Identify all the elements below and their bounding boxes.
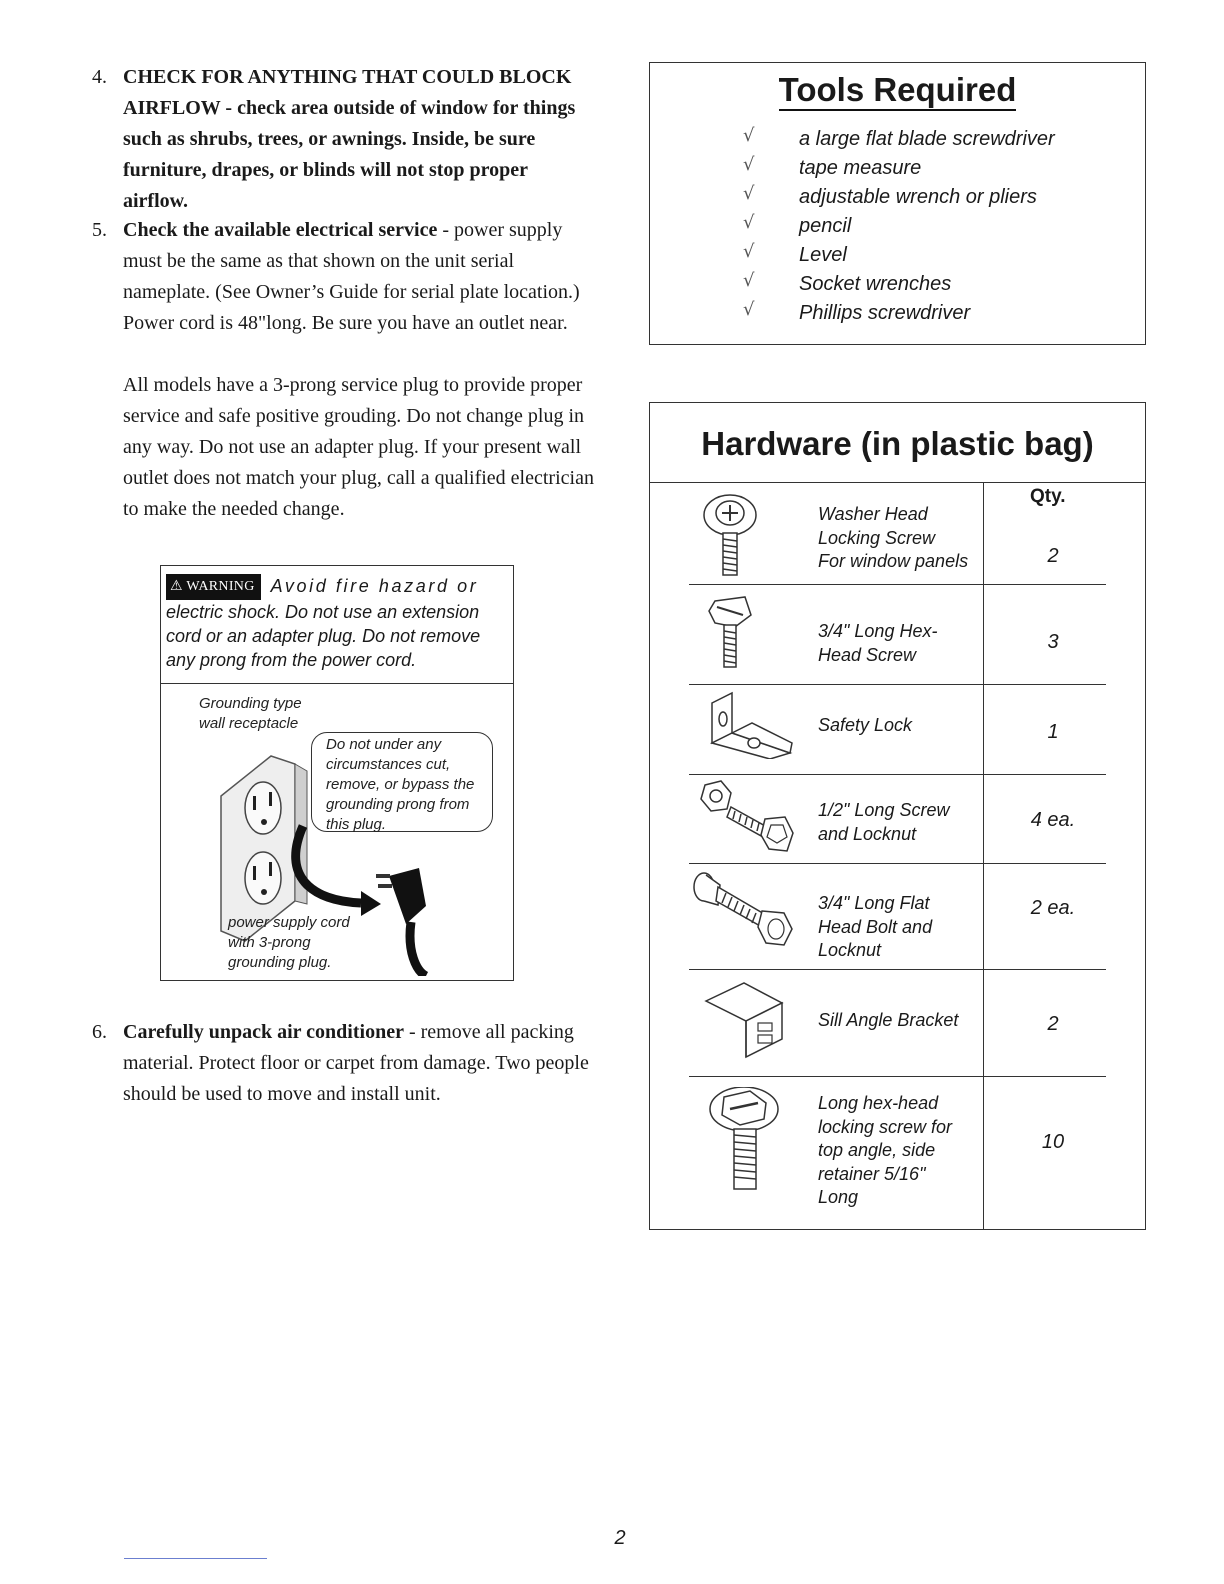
tool-item: √ adjustable wrench or pliers	[743, 183, 1037, 208]
three-prong-plug-icon	[376, 868, 426, 976]
tool-item: √ Level	[743, 241, 847, 266]
tool-item: √ a large flat blade screwdriver	[743, 125, 1055, 150]
warning-lead: Avoid fire hazard or	[270, 576, 479, 596]
step-4	[92, 62, 597, 217]
hardware-description: Safety Lock	[818, 715, 913, 735]
step-heading: Check the available electrical service	[123, 219, 438, 241]
step-text: - power supply must be the same as that shown on the unit serial nameplate. (See Owner’s Guide for serial plate location.) Power cord is 48"long. Be sure you have an outlet near.	[123, 219, 580, 334]
step-heading: Carefully unpack air conditioner	[123, 1021, 404, 1043]
hardware-qty: 10	[1041, 1131, 1065, 1153]
warning-body: electric shock. Do not use an extension cord or an adapter plug. Do not remove any prong from the power cord.	[166, 602, 481, 670]
hardware-column-divider	[983, 482, 984, 1229]
cord-label: power supply cord with 3-prong grounding plug.	[228, 914, 350, 971]
long-hex-head-screw-icon	[706, 1087, 782, 1197]
row-divider	[689, 684, 1106, 685]
tool-item: √ Phillips screwdriver	[743, 299, 971, 324]
check-icon: √	[743, 299, 755, 320]
step-text: - remove all packing material. Protect floor or carpet from damage. Two people should be used to move and install unit.	[123, 1021, 589, 1105]
hex-head-screw-icon	[705, 593, 755, 673]
warning-box	[160, 565, 514, 981]
check-icon: √	[743, 154, 755, 175]
row-divider	[689, 969, 1106, 970]
warning-divider	[161, 683, 513, 684]
check-icon: √	[743, 183, 755, 204]
page-number: 2	[614, 1527, 626, 1549]
hardware-title: Hardware (in plastic bag)	[701, 425, 1094, 462]
hardware-qty: 4 ea.	[1030, 809, 1076, 831]
warning-text	[166, 574, 510, 672]
hardware-qty: 2	[1047, 1013, 1059, 1035]
footnote-rule	[124, 1558, 267, 1559]
hardware-header-divider	[650, 482, 1145, 483]
hardware-description: 3/4" Long Flat Head Bolt and Locknut	[818, 893, 933, 960]
step-5	[92, 215, 597, 339]
tool-item: √ Socket wrenches	[743, 270, 952, 295]
check-icon: √	[743, 125, 755, 146]
step-text: CHECK FOR ANYTHING THAT COULD BLOCK AIRFLOW - check area outside of window for things such as shrubs, trees, or awnings. Inside, be sure furniture, drapes, or blinds will not stop proper airflow.	[123, 66, 576, 212]
step-6	[92, 1017, 597, 1110]
hardware-description: 1/2" Long Screw and Locknut	[818, 800, 950, 844]
receptacle-label: Grounding type wall receptacle	[199, 695, 302, 732]
safety-lock-icon	[708, 689, 798, 759]
hardware-qty: 2	[1047, 545, 1059, 567]
hardware-qty: 1	[1047, 721, 1059, 743]
hardware-qty: 2 ea.	[1030, 897, 1076, 919]
step-number: 5.	[92, 219, 107, 241]
row-divider	[689, 584, 1106, 585]
flat-head-bolt-icon	[690, 871, 800, 951]
check-icon: √	[743, 270, 755, 291]
qty-header: Qty.	[1030, 486, 1066, 507]
step-number: 6.	[92, 1021, 107, 1043]
hardware-description: Washer Head Locking Screw For window panels	[818, 504, 969, 571]
sill-angle-bracket-icon	[702, 979, 792, 1061]
check-icon: √	[743, 212, 755, 233]
check-icon: √	[743, 241, 755, 262]
tool-item: √ tape measure	[743, 154, 922, 179]
tools-required-box	[649, 62, 1146, 345]
warning-badge: ⚠ WARNING	[166, 574, 261, 600]
hardware-box	[649, 402, 1146, 1230]
row-divider	[689, 774, 1106, 775]
hardware-qty: 3	[1047, 631, 1059, 653]
tools-title: Tools Required	[650, 71, 1145, 109]
row-divider	[689, 1076, 1106, 1077]
grounding-callout: Do not under any circumstances cut, remove, or bypass the grounding prong from this plug.	[311, 732, 493, 832]
washer-head-screw-icon	[702, 493, 758, 583]
hardware-description: 3/4" Long Hex- Head Screw	[818, 621, 938, 665]
screw-and-locknut-icon	[697, 777, 807, 857]
hardware-description: Sill Angle Bracket	[818, 1010, 959, 1030]
step-number: 4.	[92, 66, 107, 88]
row-divider	[689, 863, 1106, 864]
prong-paragraph: All models have a 3-prong service plug to provide proper service and safe positive grouding. Do not change plug in any way. Do not use an adapter plug. If your present wall outlet does not match your plug, call a qualified electrician to make the needed change.	[123, 374, 594, 520]
tool-item: √ pencil	[743, 212, 852, 237]
hardware-description: Long hex-head locking screw for top angle, side retainer 5/16" Long	[818, 1093, 953, 1207]
